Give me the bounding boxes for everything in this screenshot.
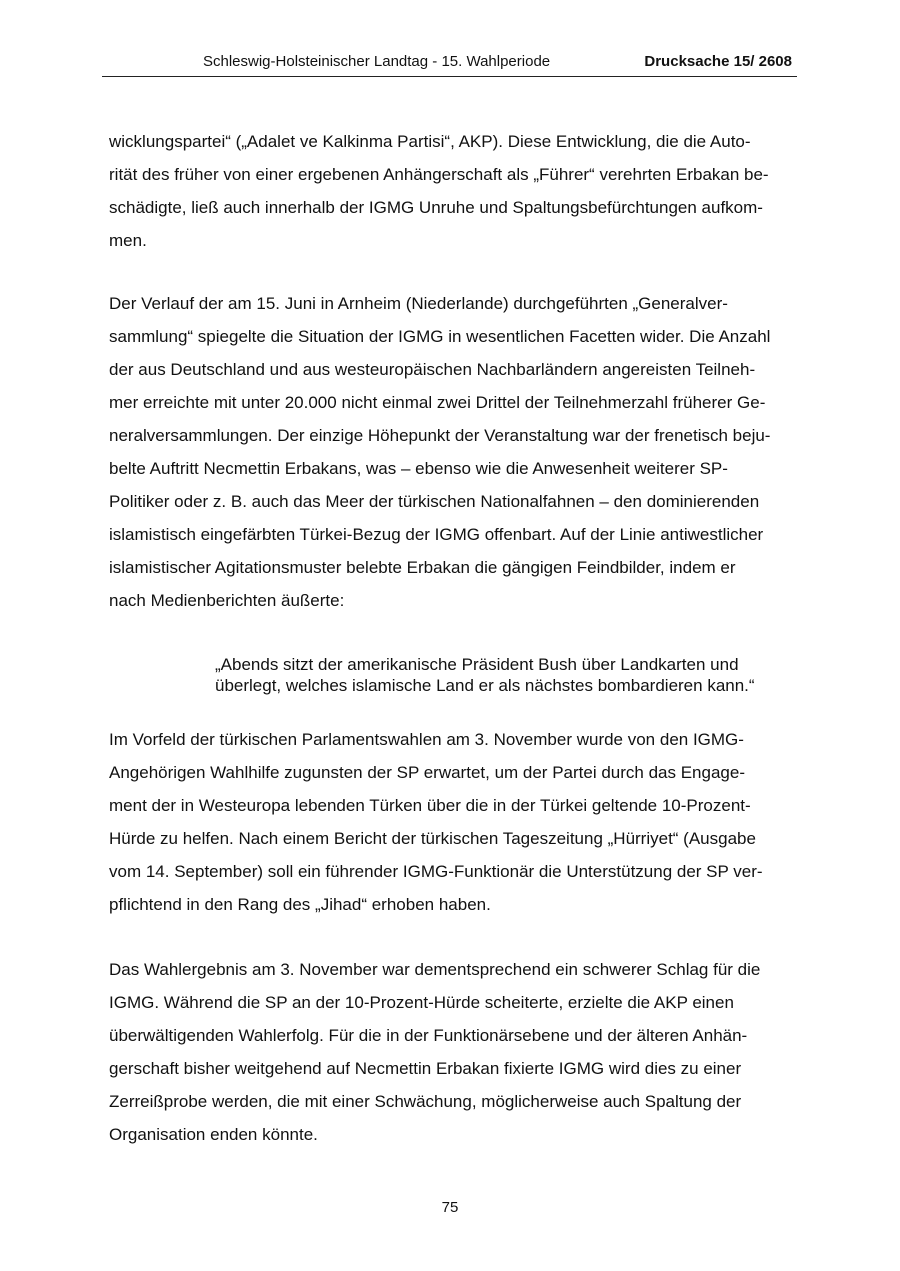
text-line: wicklungspartei“ („Adalet ve Kalkinma Partisi“, AKP). Diese Entwicklung, die die Auto- <box>109 132 751 151</box>
text-line: vom 14. September) soll ein führender IGMG-Funktionär die Unterstützung der SP ver- <box>109 862 763 881</box>
page-header <box>102 52 797 77</box>
text-line: Das Wahlergebnis am 3. November war dementsprechend ein schwerer Schlag für die <box>109 960 761 979</box>
text-line: pflichtend in den Rang des „Jihad“ erhoben haben. <box>109 895 491 914</box>
page-number: 75 <box>441 1199 459 1216</box>
text-line: Der Verlauf der am 15. Juni in Arnheim (Niederlande) durchgeführten „Generalver- <box>109 294 728 313</box>
text-line: Zerreißprobe werden, die mit einer Schwächung, möglicherweise auch Spaltung der <box>109 1092 742 1111</box>
text-line: neralversammlungen. Der einzige Höhepunkt der Veranstaltung war der frenetisch beju- <box>109 426 771 445</box>
text-line: belte Auftritt Necmettin Erbakans, was – ebenso wie die Anwesenheit weiterer SP- <box>109 459 728 478</box>
text-line: sammlung“ spiegelte die Situation der IGMG in wesentlichen Facetten wider. Die Anzahl <box>109 327 771 346</box>
quote-line: „Abends sitzt der amerikanische Präsident Bush über Landkarten und <box>215 655 739 674</box>
text-line: überwältigenden Wahlerfolg. Für die in der Funktionärsebene und der älteren Anhän- <box>109 1026 748 1045</box>
text-line: Politiker oder z. B. auch das Meer der türkischen Nationalfahnen – den dominierenden <box>109 492 760 511</box>
paragraph-1 <box>109 125 795 257</box>
text-line: Hürde zu helfen. Nach einem Bericht der türkischen Tageszeitung „Hürriyet“ (Ausgabe <box>109 829 756 848</box>
text-line: rität des früher von einer ergebenen Anhängerschaft als „Führer“ verehrten Erbakan be- <box>109 165 769 184</box>
text-line: Organisation enden könnte. <box>109 1125 318 1144</box>
text-line: Im Vorfeld der türkischen Parlamentswahlen am 3. November wurde von den IGMG- <box>109 730 744 749</box>
paragraph-4 <box>109 953 795 1151</box>
text-line: islamistischer Agitationsmuster belebte Erbakan die gängigen Feindbilder, indem er <box>109 558 736 577</box>
text-line: gerschaft bisher weitgehend auf Necmettin Erbakan fixierte IGMG wird dies zu einer <box>109 1059 742 1078</box>
text-line: islamistisch eingefärbten Türkei-Bezug der IGMG offenbart. Auf der Linie antiwestlicher <box>109 525 764 544</box>
header-title: Schleswig-Holsteinischer Landtag - 15. Wahlperiode <box>203 53 551 70</box>
text-line: men. <box>109 231 147 250</box>
text-line: nach Medienberichten äußerte: <box>109 591 345 610</box>
text-line: der aus Deutschland und aus westeuropäischen Nachbarländern angereisten Teilneh- <box>109 360 756 379</box>
text-line: schädigte, ließ auch innerhalb der IGMG Unruhe und Spaltungsbefürchtungen aufkom- <box>109 198 763 217</box>
block-quote <box>215 654 795 696</box>
text-line: ment der in Westeuropa lebenden Türken über die in der Türkei geltende 10-Prozent- <box>109 796 751 815</box>
text-line: Angehörigen Wahlhilfe zugunsten der SP erwartet, um der Partei durch das Engage- <box>109 763 745 782</box>
text-line: IGMG. Während die SP an der 10-Prozent-Hürde scheiterte, erzielte die AKP einen <box>109 993 734 1012</box>
text-line: mer erreichte mit unter 20.000 nicht einmal zwei Drittel der Teilnehmerzahl früherer Ge- <box>109 393 766 412</box>
paragraph-2 <box>109 287 795 617</box>
quote-line: überlegt, welches islamische Land er als nächstes bombardieren kann.“ <box>215 676 755 695</box>
header-doc-number: Drucksache 15/ 2608 <box>644 53 792 70</box>
paragraph-3 <box>109 723 795 921</box>
